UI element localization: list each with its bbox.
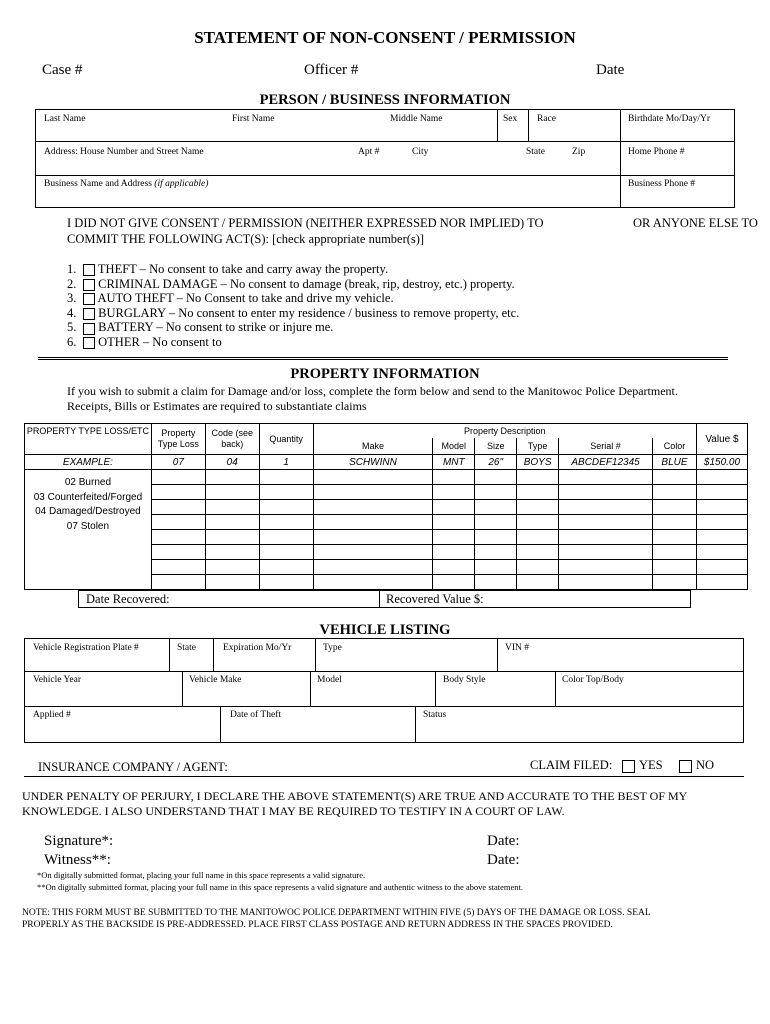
property-cell[interactable] (433, 515, 475, 530)
property-cell[interactable] (696, 500, 747, 515)
claim-no-label: NO (696, 758, 715, 772)
property-cell[interactable] (313, 470, 433, 485)
vin-field[interactable]: VIN # (505, 643, 530, 653)
example-cell: MNT (433, 455, 475, 470)
property-cell[interactable] (205, 575, 259, 590)
property-cell[interactable] (653, 515, 697, 530)
body-style-field[interactable]: Body Style (443, 675, 486, 685)
property-cell[interactable] (517, 515, 559, 530)
footer-note-2: PROPERLY AS THE BACKSIDE IS PRE-ADDRESSED. PLACE FIRST CLASS POSTAGE AND RETURN ADDRESS IN THE SPACES PROVIDED. (22, 920, 613, 930)
person-section-title: PERSON / BUSINESS INFORMATION (259, 92, 511, 108)
col-model: Model (433, 438, 475, 454)
officer-number-label: Officer # (304, 62, 359, 78)
property-cell[interactable] (151, 485, 205, 500)
declaration-line-2: KNOWLEDGE. I ALSO UNDERSTAND THAT I MAY BE REQUIRED TO TESTIFY IN A COURT OF LAW. (22, 804, 565, 818)
property-cell[interactable] (259, 560, 313, 575)
registration-plate-field[interactable]: Vehicle Registration Plate # (33, 643, 139, 653)
example-cell: ABCDEF12345 (559, 455, 653, 470)
property-cell[interactable] (259, 515, 313, 530)
property-cell[interactable] (517, 530, 559, 545)
col-type: Type (517, 438, 559, 454)
example-cell: 26" (475, 455, 517, 470)
recovered-box (78, 590, 691, 608)
property-cell[interactable] (475, 515, 517, 530)
property-cell[interactable] (559, 500, 653, 515)
col-value: Value $ (696, 424, 747, 455)
property-cell[interactable] (151, 560, 205, 575)
col-make: Make (313, 438, 433, 454)
property-cell[interactable] (151, 470, 205, 485)
property-cell[interactable] (559, 470, 653, 485)
property-cell[interactable] (205, 515, 259, 530)
property-cell[interactable] (653, 485, 697, 500)
act-item-criminal-damage: 2. CRIMINAL DAMAGE – No consent to damage (break, rip, destroy, etc.) property. (67, 276, 515, 291)
act-item-theft: 1. THEFT – No consent to take and carry away the property. (67, 262, 389, 276)
property-cell[interactable] (433, 560, 475, 575)
property-cell[interactable] (559, 575, 653, 590)
middle-name-field[interactable]: Middle Name (390, 114, 443, 124)
footer-note-1: NOTE: THIS FORM MUST BE SUBMITTED TO THE MANITOWOC POLICE DEPARTMENT WITHIN FIVE (5) DAYS OF THE DAMAGE OR LOSS. SEAL (22, 908, 651, 918)
property-cell[interactable] (313, 485, 433, 500)
act-checkbox-1[interactable] (83, 264, 95, 276)
act-checkbox-6[interactable] (83, 337, 95, 349)
witness-date-field[interactable]: Date: (487, 852, 520, 868)
property-cell[interactable] (653, 545, 697, 560)
property-cell[interactable] (205, 470, 259, 485)
property-cell[interactable] (517, 500, 559, 515)
property-table (24, 423, 748, 590)
act-checkbox-4[interactable] (83, 308, 95, 320)
property-cell[interactable] (653, 560, 697, 575)
last-name-field[interactable]: Last Name (44, 114, 86, 124)
consent-line-2: COMMIT THE FOLLOWING ACT(S): [check appropriate number(s)] (67, 232, 425, 246)
property-cell[interactable] (475, 560, 517, 575)
signature-note-2: **On digitally submitted format, placing your full name in this space represents a valid signature and authentic witness to the above statement. (37, 882, 524, 892)
property-cell[interactable] (151, 575, 205, 590)
property-cell[interactable] (559, 560, 653, 575)
example-cell: BOYS (517, 455, 559, 470)
property-cell[interactable] (205, 545, 259, 560)
birthdate-field[interactable]: Birthdate Mo/Day/Yr (628, 114, 711, 124)
case-number-label: Case # (42, 62, 83, 78)
vehicle-box (24, 638, 744, 743)
col-size: Size (475, 438, 517, 454)
property-cell[interactable] (259, 500, 313, 515)
property-cell[interactable] (259, 470, 313, 485)
example-cell: SCHWINN (313, 455, 433, 470)
property-cell[interactable] (696, 515, 747, 530)
section-divider (38, 357, 728, 360)
property-cell[interactable] (313, 530, 433, 545)
declaration-line-1: UNDER PENALTY OF PERJURY, I DECLARE THE ABOVE STATEMENT(S) ARE TRUE AND ACCURATE TO THE BEST OF MY (22, 789, 688, 803)
property-cell[interactable] (653, 500, 697, 515)
property-cell[interactable] (433, 485, 475, 500)
race-field[interactable]: Race (537, 114, 556, 124)
code-damaged: 04 Damaged/Destroyed (35, 506, 141, 517)
property-cell[interactable] (205, 500, 259, 515)
vehicle-make-field[interactable]: Vehicle Make (189, 675, 242, 685)
address-field[interactable]: Address: House Number and Street Name (44, 147, 204, 157)
property-section-title: PROPERTY INFORMATION (290, 366, 480, 382)
person-info-box (35, 109, 735, 208)
act-item-auto-theft: 3. AUTO THEFT – No Consent to take and drive my vehicle. (67, 291, 394, 306)
vehicle-section-title: VEHICLE LISTING (319, 622, 451, 638)
property-cell[interactable] (475, 500, 517, 515)
consent-line-1: I DID NOT GIVE CONSENT / PERMISSION (NEITHER EXPRESSED NOR IMPLIED) TO (67, 216, 544, 230)
property-cell[interactable] (696, 575, 747, 590)
property-cell[interactable] (433, 575, 475, 590)
insurance-agent-field[interactable]: INSURANCE COMPANY / AGENT: (38, 760, 228, 774)
property-cell[interactable] (205, 560, 259, 575)
act-list (67, 262, 519, 350)
property-cell[interactable] (653, 575, 697, 590)
vehicle-model-field[interactable]: Model (317, 675, 342, 685)
applied-field[interactable]: Applied # (33, 710, 71, 720)
code-stolen: 07 Stolen (66, 520, 110, 532)
property-cell[interactable] (517, 485, 559, 500)
state-field[interactable]: State (526, 147, 545, 157)
status-field[interactable]: Status (423, 710, 447, 720)
witness-field[interactable]: Witness**: (44, 852, 111, 868)
col-property-type-loss: Property Type Loss (151, 424, 205, 455)
city-field[interactable]: City (412, 147, 429, 157)
property-cell[interactable] (559, 515, 653, 530)
date-label: Date (596, 62, 625, 78)
property-cell[interactable] (259, 545, 313, 560)
signature-date-field[interactable]: Date: (487, 833, 520, 849)
property-cell[interactable] (696, 485, 747, 500)
example-label: EXAMPLE: (25, 455, 152, 470)
act-item-battery: 5. BATTERY – No consent to strike or injure me. (67, 320, 334, 335)
property-cell[interactable] (313, 515, 433, 530)
property-cell[interactable] (205, 485, 259, 500)
zip-field[interactable]: Zip (572, 147, 586, 157)
property-cell[interactable] (475, 485, 517, 500)
first-name-field[interactable]: First Name (232, 114, 275, 124)
business-phone-field[interactable]: Business Phone # (628, 179, 696, 189)
property-cell[interactable] (653, 530, 697, 545)
example-cell: BLUE (653, 455, 697, 470)
code-legend (25, 470, 152, 590)
property-cell[interactable] (559, 485, 653, 500)
property-cell[interactable] (517, 560, 559, 575)
property-cell[interactable] (259, 485, 313, 500)
date-recovered-field[interactable]: Date Recovered: (86, 592, 170, 606)
property-cell[interactable] (559, 530, 653, 545)
home-phone-field[interactable]: Home Phone # (628, 147, 685, 157)
signature-field[interactable]: Signature*: (44, 833, 114, 849)
code-counterfeited: 03 Counterfeited/Forged (33, 491, 143, 503)
vehicle-state-field[interactable]: State (177, 643, 196, 653)
property-cell[interactable] (151, 545, 205, 560)
expiration-field[interactable]: Expiration Mo/Yr (223, 643, 292, 653)
property-cell[interactable] (313, 560, 433, 575)
act-checkbox-3[interactable] (83, 293, 95, 305)
property-cell[interactable] (653, 470, 697, 485)
signature-note-1: *On digitally submitted format, placing your full name in this space represents a valid signature. (37, 870, 366, 880)
vehicle-color-field[interactable]: Color Top/Body (562, 675, 624, 685)
property-cell[interactable] (475, 470, 517, 485)
apt-field[interactable]: Apt # (358, 147, 380, 157)
claim-yes-checkbox[interactable] (622, 760, 635, 773)
property-cell[interactable] (517, 575, 559, 590)
property-cell[interactable] (313, 545, 433, 560)
property-cell[interactable] (696, 560, 747, 575)
property-cell[interactable] (696, 530, 747, 545)
property-cell[interactable] (475, 575, 517, 590)
col-color: Color (653, 438, 697, 454)
property-cell[interactable] (696, 470, 747, 485)
property-cell[interactable] (517, 470, 559, 485)
col-quantity: Quantity (259, 424, 313, 455)
act-item-other: 6. OTHER – No consent to (67, 334, 222, 349)
insurance-row (24, 758, 744, 777)
col-property-type: PROPERTY TYPE LOSS/ETC (25, 424, 152, 455)
claim-no-checkbox[interactable] (679, 760, 692, 773)
property-intro-2: Receipts, Bills or Estimates are required to substantiate claims (67, 399, 367, 413)
property-cell[interactable] (313, 500, 433, 515)
example-cell: $150.00 (696, 455, 747, 470)
example-cell: 1 (259, 455, 313, 470)
act-item-burglary: 4. BURGLARY – No consent to enter my residence / business to remove property, etc. (67, 305, 520, 320)
property-cell[interactable] (205, 530, 259, 545)
vehicle-year-field[interactable]: Vehicle Year (33, 675, 82, 685)
property-cell[interactable] (475, 545, 517, 560)
property-cell[interactable] (559, 545, 653, 560)
property-cell[interactable] (151, 500, 205, 515)
property-cell[interactable] (475, 530, 517, 545)
property-cell[interactable] (517, 545, 559, 560)
date-of-theft-field[interactable]: Date of Theft (230, 710, 281, 720)
property-cell[interactable] (696, 545, 747, 560)
recovered-value-field[interactable]: Recovered Value $: (386, 592, 484, 606)
business-name-field[interactable]: Business Name and Address (if applicable) (44, 179, 209, 189)
property-cell[interactable] (433, 470, 475, 485)
property-cell[interactable] (151, 530, 205, 545)
property-cell[interactable] (151, 515, 205, 530)
property-cell[interactable] (433, 500, 475, 515)
property-cell[interactable] (259, 575, 313, 590)
col-property-description: Property Description (313, 424, 696, 439)
example-cell: 04 (205, 455, 259, 470)
example-cell: 07 (151, 455, 205, 470)
act-checkbox-5[interactable] (83, 323, 95, 335)
property-intro-1: If you wish to submit a claim for Damage and/or loss, complete the form below and send to the Manitowoc Police Department. (67, 384, 678, 398)
property-cell[interactable] (433, 545, 475, 560)
code-burned: 02 Burned (64, 477, 112, 488)
form-title: STATEMENT OF NON-CONSENT / PERMISSION (194, 28, 576, 47)
property-cell[interactable] (433, 530, 475, 545)
sex-field[interactable]: Sex (503, 114, 518, 124)
col-serial: Serial # (559, 438, 653, 454)
claim-filed-label: CLAIM FILED: (530, 758, 613, 772)
col-code: Code (see back) (205, 424, 259, 455)
vehicle-type-field[interactable]: Type (323, 643, 342, 653)
property-cell[interactable] (313, 575, 433, 590)
consent-line-1-right: OR ANYONE ELSE TO (633, 216, 758, 230)
act-checkbox-2[interactable] (83, 279, 95, 291)
property-cell[interactable] (259, 530, 313, 545)
claim-yes-label: YES (639, 758, 663, 772)
